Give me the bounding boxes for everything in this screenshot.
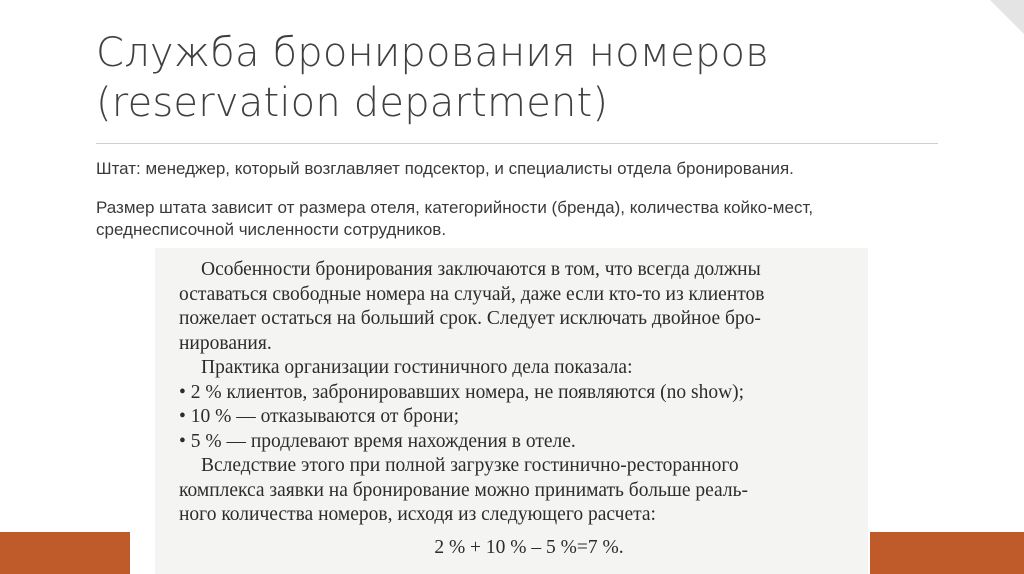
scan-bullet-line: • 10 % — отказываются от брони; [179,406,459,427]
scan-line: Практика организации гостиничного дела показала: [201,357,633,378]
scan-line: оставаться свободные номера на случай, даже если кто-то из клиентов [179,283,765,305]
scanned-text-block [179,258,859,560]
slide-title [96,28,916,128]
scanned-text-image [155,248,868,574]
scan-line: пожелает остаться на больший срок. Следует исключать двойное бро- [179,308,761,329]
scan-line: Особенности бронирования заключаются в том, что всегда должны [201,259,761,280]
accent-bar-right [870,532,1024,574]
scan-line: комплекса заявки на бронирование можно принимать больше реаль- [179,479,748,501]
scan-bullet-line: • 5 % — продлевают время нахождения в отеле. [179,430,576,452]
title-divider [96,143,938,144]
scan-line: Вследствие этого при полной загрузке гостинично-ресторанного [201,455,739,476]
scan-formula: 2 % + 10 % – 5 %=7 %. [434,536,624,558]
staff-paragraph: Штат: менеджер, который возглавляет подсектор, и специалисты отдела бронирования. [96,159,794,178]
scan-bullet-line: • 2 % клиентов, забронировавших номера, не появляются (no show); [179,381,745,403]
scan-line: нирования. [179,332,272,354]
scan-line: ного количества номеров, исходя из следующего расчета: [179,504,656,525]
slide-title-line-2: (reservation department) [96,80,609,126]
accent-bar-left [0,532,130,574]
slide-corner-fold [990,0,1024,34]
staff-size-paragraph: Размер штата зависит от размера отеля, категорийности (бренда), количества койко-мест, среднесписочной численности сотрудников. [96,198,814,239]
slide-title-line-1: Служба бронирования номеров [96,30,769,76]
